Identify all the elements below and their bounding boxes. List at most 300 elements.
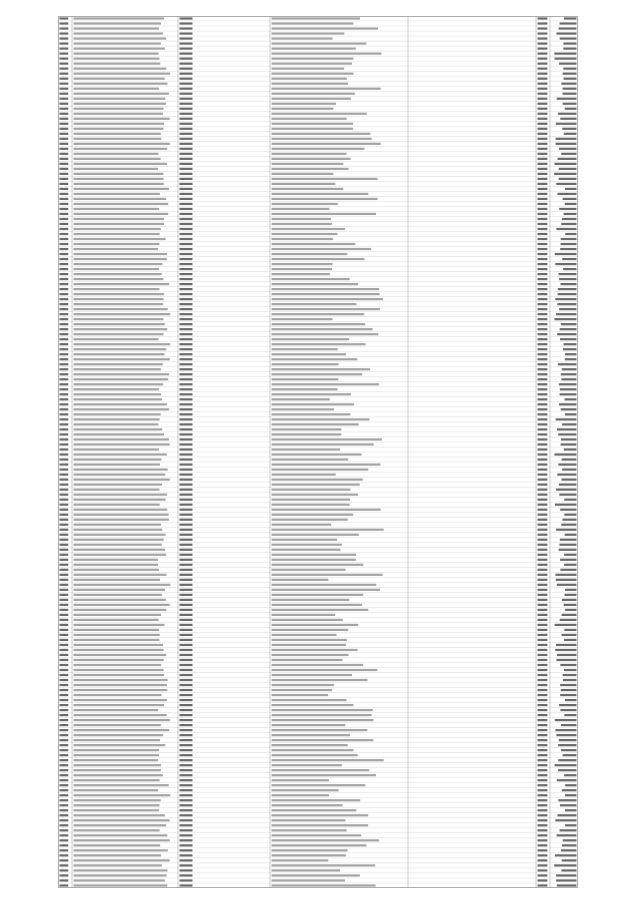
illegible-cell-text bbox=[272, 724, 346, 726]
illegible-cell-text bbox=[538, 709, 548, 711]
illegible-cell-text bbox=[74, 52, 159, 54]
illegible-cell-text bbox=[558, 799, 576, 801]
illegible-cell-text bbox=[74, 37, 167, 39]
illegible-cell-text bbox=[60, 749, 69, 751]
illegible-cell-text bbox=[60, 133, 69, 135]
illegible-cell-text bbox=[60, 554, 69, 556]
illegible-cell-text bbox=[180, 263, 193, 265]
illegible-cell-text bbox=[60, 689, 69, 691]
illegible-cell-text bbox=[272, 293, 380, 295]
illegible-cell-text bbox=[555, 298, 576, 300]
illegible-cell-text bbox=[74, 343, 171, 345]
illegible-cell-text bbox=[538, 303, 548, 305]
illegible-cell-text bbox=[555, 854, 577, 856]
illegible-cell-text bbox=[272, 509, 381, 511]
illegible-cell-text bbox=[180, 629, 193, 631]
illegible-cell-text bbox=[74, 328, 168, 330]
illegible-cell-text bbox=[538, 333, 548, 335]
illegible-cell-text bbox=[272, 744, 348, 746]
illegible-cell-text bbox=[74, 804, 160, 806]
illegible-cell-text bbox=[557, 779, 577, 781]
illegible-cell-text bbox=[74, 363, 163, 365]
illegible-cell-text bbox=[60, 463, 69, 465]
illegible-cell-text bbox=[272, 564, 364, 566]
illegible-cell-text bbox=[74, 784, 169, 786]
illegible-cell-text bbox=[60, 849, 69, 851]
illegible-cell-text bbox=[180, 664, 193, 666]
illegible-cell-text bbox=[538, 463, 548, 465]
illegible-cell-text bbox=[74, 293, 165, 295]
illegible-cell-text bbox=[538, 22, 548, 24]
illegible-cell-text bbox=[560, 338, 577, 340]
illegible-cell-text bbox=[60, 634, 69, 636]
illegible-cell-text bbox=[538, 68, 548, 70]
illegible-cell-text bbox=[559, 168, 577, 170]
illegible-cell-text bbox=[538, 494, 548, 496]
illegible-cell-text bbox=[272, 118, 347, 120]
illegible-cell-text bbox=[272, 774, 376, 776]
illegible-cell-text bbox=[272, 659, 343, 661]
illegible-cell-text bbox=[74, 884, 168, 886]
illegible-cell-text bbox=[60, 52, 69, 54]
illegible-cell-text bbox=[74, 88, 159, 90]
illegible-cell-text bbox=[74, 238, 166, 240]
illegible-cell-text bbox=[538, 669, 548, 671]
illegible-cell-text bbox=[538, 138, 548, 140]
illegible-cell-text bbox=[74, 819, 170, 821]
illegible-cell-text bbox=[74, 769, 161, 771]
illegible-cell-text bbox=[272, 73, 354, 75]
illegible-cell-text bbox=[538, 699, 548, 701]
illegible-cell-text bbox=[74, 714, 167, 716]
illegible-cell-text bbox=[538, 398, 548, 400]
illegible-cell-text bbox=[74, 233, 160, 235]
illegible-cell-text bbox=[74, 273, 162, 275]
illegible-cell-text bbox=[60, 363, 69, 365]
illegible-cell-text bbox=[556, 228, 576, 230]
illegible-cell-text bbox=[272, 58, 354, 60]
illegible-cell-text bbox=[180, 218, 193, 220]
illegible-cell-text bbox=[538, 524, 548, 526]
illegible-cell-text bbox=[538, 604, 548, 606]
illegible-cell-text bbox=[538, 674, 548, 676]
illegible-cell-text bbox=[538, 579, 548, 581]
illegible-cell-text bbox=[272, 323, 366, 325]
illegible-cell-text bbox=[272, 268, 333, 270]
illegible-cell-text bbox=[74, 574, 167, 576]
illegible-cell-text bbox=[60, 393, 69, 395]
illegible-cell-text bbox=[272, 393, 352, 395]
illegible-cell-text bbox=[60, 559, 69, 561]
illegible-cell-text bbox=[60, 383, 69, 385]
illegible-cell-text bbox=[538, 879, 548, 881]
illegible-cell-text bbox=[538, 438, 548, 440]
illegible-cell-text bbox=[272, 809, 357, 811]
illegible-cell-text bbox=[272, 654, 349, 656]
illegible-cell-text bbox=[60, 754, 69, 756]
illegible-cell-text bbox=[538, 58, 548, 60]
illegible-cell-text bbox=[538, 473, 548, 475]
illegible-cell-text bbox=[272, 438, 382, 440]
illegible-cell-text bbox=[556, 879, 576, 881]
illegible-cell-text bbox=[60, 604, 69, 606]
illegible-cell-text bbox=[74, 298, 164, 300]
illegible-cell-text bbox=[180, 413, 193, 415]
illegible-cell-text bbox=[560, 22, 577, 24]
illegible-cell-text bbox=[272, 288, 380, 290]
illegible-cell-text bbox=[74, 659, 164, 661]
illegible-cell-text bbox=[74, 569, 160, 571]
illegible-cell-text bbox=[565, 809, 577, 811]
illegible-cell-text bbox=[74, 559, 158, 561]
illegible-cell-text bbox=[74, 22, 161, 24]
illegible-cell-text bbox=[74, 228, 161, 230]
illegible-cell-text bbox=[538, 128, 548, 130]
illegible-cell-text bbox=[538, 378, 548, 380]
illegible-cell-text bbox=[60, 819, 69, 821]
illegible-cell-text bbox=[180, 554, 193, 556]
illegible-cell-text bbox=[272, 669, 378, 671]
illegible-cell-text bbox=[74, 353, 165, 355]
illegible-cell-text bbox=[272, 514, 354, 516]
illegible-cell-text bbox=[272, 333, 379, 335]
illegible-cell-text bbox=[180, 228, 193, 230]
illegible-cell-text bbox=[557, 814, 576, 816]
illegible-cell-text bbox=[272, 378, 339, 380]
illegible-cell-text bbox=[180, 408, 193, 410]
illegible-cell-text bbox=[60, 183, 69, 185]
illegible-cell-text bbox=[74, 113, 164, 115]
illegible-cell-text bbox=[538, 629, 548, 631]
illegible-cell-text bbox=[562, 258, 576, 260]
illegible-cell-text bbox=[557, 473, 576, 475]
illegible-cell-text bbox=[559, 208, 576, 210]
illegible-cell-text bbox=[60, 564, 69, 566]
illegible-cell-text bbox=[538, 448, 548, 450]
illegible-cell-text bbox=[74, 398, 163, 400]
illegible-cell-text bbox=[272, 494, 359, 496]
illegible-cell-text bbox=[60, 494, 69, 496]
illegible-cell-text bbox=[180, 453, 193, 455]
illegible-cell-text bbox=[559, 278, 576, 280]
illegible-cell-text bbox=[565, 594, 577, 596]
illegible-cell-text bbox=[538, 133, 548, 135]
illegible-cell-text bbox=[74, 433, 165, 435]
illegible-cell-text bbox=[272, 32, 345, 34]
illegible-cell-text bbox=[74, 719, 170, 721]
illegible-cell-text bbox=[561, 153, 576, 155]
illegible-cell-text bbox=[180, 639, 193, 641]
illegible-cell-text bbox=[180, 258, 193, 260]
illegible-cell-text bbox=[74, 519, 169, 521]
illegible-cell-text bbox=[272, 93, 355, 95]
illegible-cell-text bbox=[561, 724, 577, 726]
illegible-cell-text bbox=[180, 564, 193, 566]
illegible-cell-text bbox=[74, 338, 159, 340]
illegible-cell-text bbox=[538, 213, 548, 215]
illegible-cell-text bbox=[563, 754, 577, 756]
illegible-cell-text bbox=[60, 809, 69, 811]
illegible-cell-text bbox=[74, 789, 159, 791]
illegible-cell-text bbox=[180, 784, 193, 786]
illegible-cell-text bbox=[74, 579, 161, 581]
illegible-cell-text bbox=[60, 799, 69, 801]
illegible-cell-text bbox=[538, 499, 548, 501]
illegible-cell-text bbox=[74, 17, 165, 19]
illegible-cell-text bbox=[538, 684, 548, 686]
illegible-cell-text bbox=[180, 724, 193, 726]
illegible-cell-text bbox=[558, 463, 576, 465]
illegible-cell-text bbox=[556, 488, 577, 490]
illegible-cell-text bbox=[180, 233, 193, 235]
illegible-cell-text bbox=[180, 549, 193, 551]
illegible-cell-text bbox=[563, 88, 577, 90]
illegible-cell-text bbox=[180, 173, 193, 175]
illegible-cell-text bbox=[180, 859, 193, 861]
illegible-cell-text bbox=[60, 589, 69, 591]
illegible-cell-text bbox=[538, 468, 548, 470]
illegible-cell-text bbox=[272, 569, 346, 571]
illegible-cell-text bbox=[272, 534, 359, 536]
illegible-cell-text bbox=[60, 769, 69, 771]
illegible-cell-text bbox=[561, 283, 577, 285]
illegible-cell-text bbox=[538, 764, 548, 766]
illegible-cell-text bbox=[74, 123, 165, 125]
illegible-cell-text bbox=[538, 544, 548, 546]
illegible-cell-text bbox=[60, 288, 69, 290]
illegible-cell-text bbox=[272, 243, 356, 245]
illegible-cell-text bbox=[74, 534, 166, 536]
illegible-cell-text bbox=[559, 704, 576, 706]
illegible-cell-text bbox=[554, 453, 576, 455]
illegible-cell-text bbox=[180, 463, 193, 465]
illegible-cell-text bbox=[74, 724, 161, 726]
illegible-cell-text bbox=[180, 268, 193, 270]
illegible-cell-text bbox=[60, 163, 69, 165]
illegible-cell-text bbox=[60, 884, 69, 886]
illegible-cell-text bbox=[60, 624, 69, 626]
illegible-cell-text bbox=[272, 854, 346, 856]
illegible-cell-text bbox=[74, 514, 169, 516]
illegible-cell-text bbox=[555, 764, 577, 766]
illegible-cell-text bbox=[554, 318, 576, 320]
illegible-cell-text bbox=[60, 534, 69, 536]
illegible-cell-text bbox=[565, 358, 577, 360]
illegible-cell-text bbox=[180, 694, 193, 696]
illegible-cell-text bbox=[60, 403, 69, 405]
illegible-cell-text bbox=[74, 148, 168, 150]
illegible-cell-text bbox=[60, 368, 69, 370]
illegible-cell-text bbox=[180, 418, 193, 420]
illegible-cell-text bbox=[74, 58, 160, 60]
illegible-cell-text bbox=[554, 163, 576, 165]
illegible-cell-text bbox=[74, 178, 164, 180]
illegible-cell-text bbox=[556, 579, 577, 581]
illegible-cell-text bbox=[272, 218, 332, 220]
illegible-cell-text bbox=[74, 263, 163, 265]
illegible-cell-text bbox=[538, 534, 548, 536]
illegible-cell-text bbox=[538, 824, 548, 826]
illegible-cell-text bbox=[180, 849, 193, 851]
illegible-cell-text bbox=[565, 589, 576, 591]
table-grid bbox=[58, 16, 578, 888]
illegible-cell-text bbox=[557, 834, 577, 836]
illegible-cell-text bbox=[180, 178, 193, 180]
illegible-cell-text bbox=[562, 634, 577, 636]
illegible-cell-text bbox=[180, 248, 193, 250]
illegible-cell-text bbox=[272, 42, 367, 44]
illegible-cell-text bbox=[180, 123, 193, 125]
illegible-cell-text bbox=[60, 253, 69, 255]
illegible-cell-text bbox=[554, 52, 576, 54]
illegible-cell-text bbox=[538, 614, 548, 616]
illegible-cell-text bbox=[538, 804, 548, 806]
illegible-cell-text bbox=[559, 308, 576, 310]
illegible-cell-text bbox=[538, 17, 548, 19]
illegible-cell-text bbox=[60, 178, 69, 180]
illegible-cell-text bbox=[60, 814, 69, 816]
illegible-cell-text bbox=[538, 819, 548, 821]
illegible-cell-text bbox=[60, 223, 69, 225]
illegible-cell-text bbox=[538, 288, 548, 290]
illegible-cell-text bbox=[538, 158, 548, 160]
illegible-cell-text bbox=[538, 228, 548, 230]
illegible-cell-text bbox=[60, 22, 69, 24]
illegible-cell-text bbox=[60, 443, 69, 445]
illegible-cell-text bbox=[538, 839, 548, 841]
illegible-cell-text bbox=[74, 303, 164, 305]
illegible-cell-text bbox=[74, 639, 160, 641]
illegible-cell-text bbox=[60, 779, 69, 781]
illegible-cell-text bbox=[60, 313, 69, 315]
illegible-cell-text bbox=[272, 78, 347, 80]
illegible-cell-text bbox=[60, 338, 69, 340]
illegible-cell-text bbox=[74, 188, 170, 190]
illegible-cell-text bbox=[561, 223, 576, 225]
illegible-cell-text bbox=[538, 754, 548, 756]
illegible-cell-text bbox=[60, 579, 69, 581]
illegible-cell-text bbox=[538, 483, 548, 485]
illegible-cell-text bbox=[538, 42, 548, 44]
illegible-cell-text bbox=[563, 68, 576, 70]
illegible-cell-text bbox=[561, 689, 577, 691]
illegible-cell-text bbox=[74, 283, 170, 285]
illegible-cell-text bbox=[180, 749, 193, 751]
illegible-cell-text bbox=[74, 47, 165, 49]
illegible-cell-text bbox=[74, 759, 159, 761]
illegible-cell-text bbox=[272, 343, 366, 345]
illegible-cell-text bbox=[272, 554, 357, 556]
illegible-cell-text bbox=[180, 529, 193, 531]
illegible-cell-text bbox=[60, 859, 69, 861]
illegible-cell-text bbox=[272, 468, 369, 470]
illegible-cell-text bbox=[60, 113, 69, 115]
illegible-cell-text bbox=[538, 504, 548, 506]
illegible-cell-text bbox=[74, 634, 160, 636]
illegible-cell-text bbox=[272, 303, 357, 305]
illegible-cell-text bbox=[60, 458, 69, 460]
illegible-cell-text bbox=[538, 47, 548, 49]
illegible-cell-text bbox=[60, 433, 69, 435]
illegible-cell-text bbox=[180, 834, 193, 836]
illegible-cell-text bbox=[180, 674, 193, 676]
illegible-cell-text bbox=[556, 529, 576, 531]
illegible-cell-text bbox=[60, 644, 69, 646]
illegible-cell-text bbox=[558, 113, 577, 115]
illegible-cell-text bbox=[74, 509, 168, 511]
illegible-cell-text bbox=[272, 368, 371, 370]
illegible-cell-text bbox=[538, 784, 548, 786]
illegible-cell-text bbox=[272, 37, 333, 39]
illegible-cell-text bbox=[180, 373, 193, 375]
illegible-cell-text bbox=[60, 473, 69, 475]
illegible-cell-text bbox=[74, 32, 164, 34]
illegible-cell-text bbox=[538, 809, 548, 811]
illegible-cell-text bbox=[564, 448, 577, 450]
illegible-cell-text bbox=[565, 534, 577, 536]
illegible-cell-text bbox=[272, 689, 332, 691]
illegible-cell-text bbox=[272, 589, 381, 591]
illegible-cell-text bbox=[74, 524, 161, 526]
illegible-cell-text bbox=[556, 143, 577, 145]
illegible-cell-text bbox=[60, 123, 69, 125]
illegible-cell-text bbox=[538, 293, 548, 295]
illegible-cell-text bbox=[538, 834, 548, 836]
illegible-cell-text bbox=[74, 348, 167, 350]
illegible-cell-text bbox=[74, 814, 165, 816]
illegible-cell-text bbox=[538, 37, 548, 39]
illegible-cell-text bbox=[272, 609, 369, 611]
illegible-cell-text bbox=[538, 423, 548, 425]
illegible-cell-text bbox=[272, 639, 347, 641]
illegible-cell-text bbox=[74, 614, 161, 616]
illegible-cell-text bbox=[60, 17, 69, 19]
illegible-cell-text bbox=[538, 338, 548, 340]
illegible-cell-text bbox=[180, 253, 193, 255]
illegible-cell-text bbox=[538, 734, 548, 736]
illegible-cell-text bbox=[74, 604, 170, 606]
illegible-cell-text bbox=[538, 729, 548, 731]
illegible-cell-text bbox=[556, 183, 576, 185]
illegible-cell-text bbox=[60, 208, 69, 210]
illegible-cell-text bbox=[272, 283, 359, 285]
illegible-cell-text bbox=[60, 699, 69, 701]
illegible-cell-text bbox=[180, 323, 193, 325]
illegible-cell-text bbox=[272, 153, 347, 155]
illegible-cell-text bbox=[560, 328, 577, 330]
illegible-cell-text bbox=[538, 644, 548, 646]
illegible-cell-text bbox=[559, 273, 577, 275]
illegible-cell-text bbox=[272, 499, 350, 501]
illegible-cell-text bbox=[60, 348, 69, 350]
illegible-cell-text bbox=[557, 98, 577, 100]
illegible-cell-text bbox=[561, 378, 576, 380]
illegible-cell-text bbox=[272, 549, 341, 551]
illegible-cell-text bbox=[74, 554, 167, 556]
illegible-cell-text bbox=[74, 549, 166, 551]
illegible-cell-text bbox=[74, 333, 164, 335]
illegible-cell-text bbox=[538, 488, 548, 490]
illegible-cell-text bbox=[538, 874, 548, 876]
illegible-cell-text bbox=[272, 814, 369, 816]
illegible-cell-text bbox=[556, 313, 577, 315]
illegible-cell-text bbox=[60, 509, 69, 511]
illegible-cell-text bbox=[272, 398, 330, 400]
illegible-cell-text bbox=[60, 213, 69, 215]
illegible-cell-text bbox=[272, 213, 377, 215]
illegible-cell-text bbox=[60, 303, 69, 305]
illegible-cell-text bbox=[538, 348, 548, 350]
